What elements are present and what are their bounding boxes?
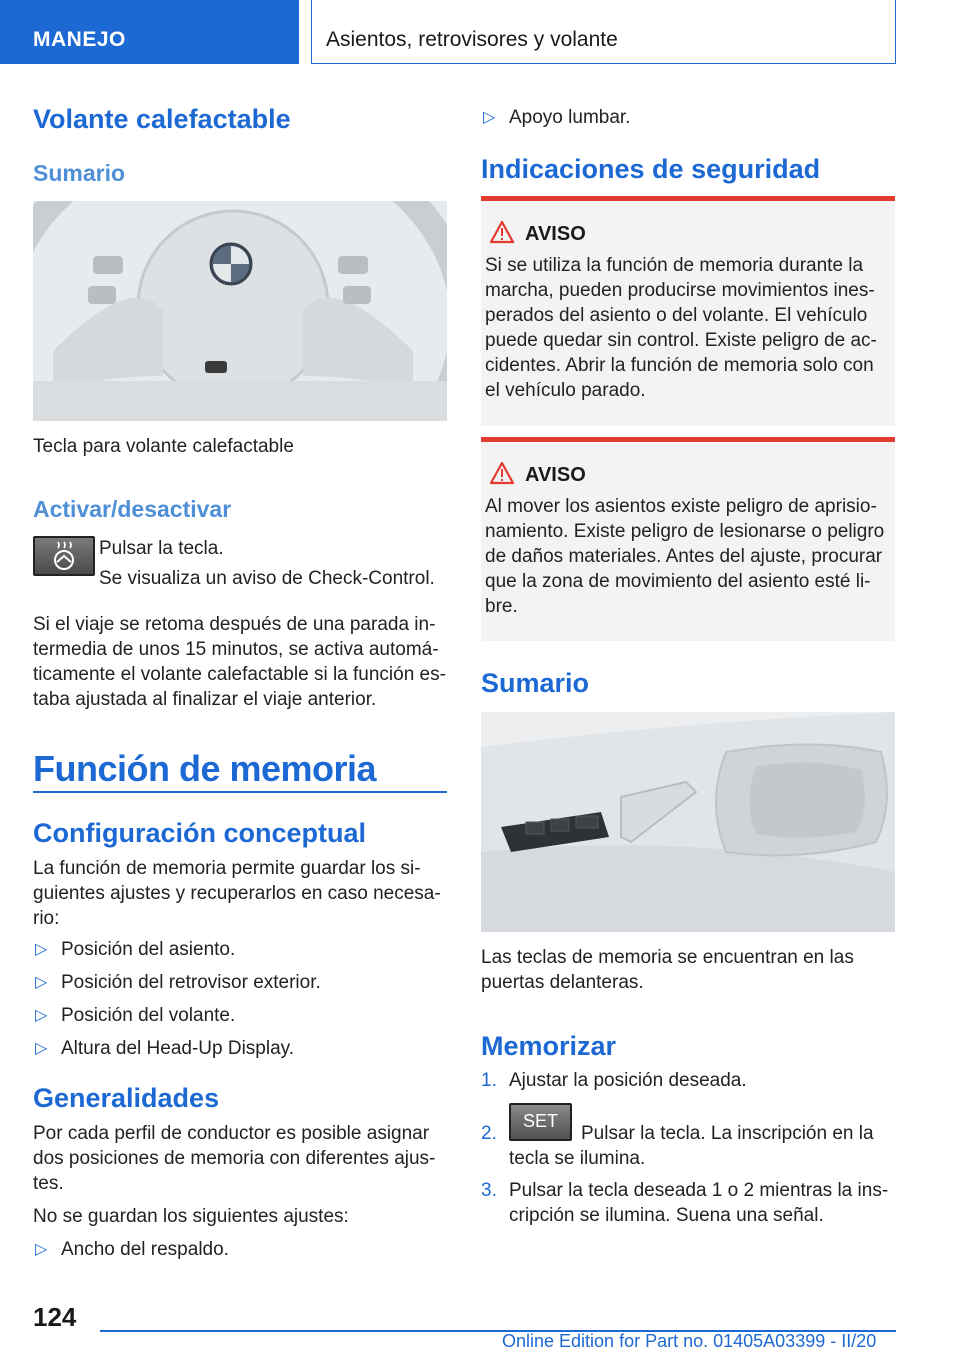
header-chapter: Asientos, retrovisores y volante xyxy=(326,28,618,51)
concept-title: Configuración conceptual xyxy=(33,818,367,848)
toggle-step-1: Pulsar la tecla. xyxy=(99,538,224,559)
safety-title: Indicaciones de seguridad xyxy=(481,154,821,184)
bullet-triangle-icon: ▷ xyxy=(483,109,496,126)
warning-triangle-icon xyxy=(489,461,515,485)
general-title: Generalidades xyxy=(33,1083,220,1113)
header-chapter-box xyxy=(311,0,896,64)
general-paragraph-2: No se guardan los siguientes ajustes: xyxy=(33,1206,349,1227)
warning-label: AVISO xyxy=(525,464,586,486)
memory-title-rule xyxy=(33,791,447,793)
numbered-step: 3. Pulsar la tecla deseada 1 o 2 mientras la ins-cripción se ilumina. Suena una señal. xyxy=(481,1180,889,1226)
memory-title: Función de memoria xyxy=(33,748,377,789)
heated-wheel-key xyxy=(33,536,95,576)
memorize-title: Memorizar xyxy=(481,1031,617,1061)
numbered-step: 1. Ajustar la posición deseada. xyxy=(481,1070,747,1091)
summary-title-left: Sumario xyxy=(33,160,126,186)
page-number: 124 xyxy=(33,1302,77,1332)
list-item: ▷ Posición del volante. xyxy=(35,1005,236,1026)
bullet-triangle-icon: ▷ xyxy=(35,1040,48,1057)
warning-text: Si se utiliza la función de memoria durante la marcha, pueden producirse movimientos ines-perados del asiento o del volante. El vehículo puede quedar sin control. Existe peligro de ac-cidentes. Abrir la función de memoria solo con el vehículo parado. xyxy=(485,255,877,401)
photo-caption-left: Tecla para volante calefactable xyxy=(33,436,294,457)
warning-box xyxy=(481,437,895,641)
toggle-step-2: Se visualiza un aviso de Check-Control. xyxy=(99,568,435,589)
door-photo-caption: Las teclas de memoria se encuentran en las puertas delanteras. xyxy=(481,947,854,993)
toggle-paragraph: Si el viaje se retoma después de una parada in-termedia de unos 15 minutos, se activa automá-ticamente el volante calefactable si la función es-taba ajustada al finalizar el viaje anterior. xyxy=(33,614,446,710)
footer-edition: Online Edition for Part no. 01405A03399 - II/20 xyxy=(502,1331,877,1351)
general-paragraph-1: Por cada perfil de conductor es posible asignar dos posiciones de memoria con diferentes ajus-tes. xyxy=(33,1123,436,1194)
list-item: ▷ Apoyo lumbar. xyxy=(483,107,631,128)
bullet-triangle-icon: ▷ xyxy=(35,941,48,958)
warning-text: Al mover los asientos existe peligro de aprisio-namiento. Existe peligro de lesionarse o peligro de daños materiales. Antes del ajuste, procurar que la zona de movimiento del asiento esté li-bre. xyxy=(485,496,885,617)
summary-title-right: Sumario xyxy=(481,668,590,698)
bullet-triangle-icon: ▷ xyxy=(35,974,48,991)
list-item: ▷ Altura del Head-Up Display. xyxy=(35,1038,295,1059)
list-item: ▷ Posición del asiento. xyxy=(35,939,236,960)
header-section: MANEJO xyxy=(33,28,126,51)
bullet-triangle-icon: ▷ xyxy=(35,1241,48,1258)
door-memory-keys-photo xyxy=(481,712,895,932)
warning-triangle-icon xyxy=(489,220,515,244)
warning-label: AVISO xyxy=(525,223,586,245)
list-item: ▷ Ancho del respaldo. xyxy=(35,1239,229,1260)
step-2-line-2: tecla se ilumina. xyxy=(509,1148,646,1169)
toggle-title: Activar/desactivar xyxy=(33,496,232,522)
bullet-triangle-icon: ▷ xyxy=(35,1007,48,1024)
header-section-tab xyxy=(0,0,299,64)
step-2-line-1: Pulsar la tecla. La inscripción en la xyxy=(581,1123,874,1144)
set-key: SET xyxy=(509,1103,572,1141)
concept-paragraph: La función de memoria permite guardar los si-guientes ajustes y recuperarlos en caso necesa-rio: xyxy=(33,858,441,929)
list-item: ▷ Posición del retrovisor exterior. xyxy=(35,972,321,993)
heated-wheel-title: Volante calefactable xyxy=(33,104,291,134)
warning-box xyxy=(481,196,895,426)
steering-wheel-photo xyxy=(33,201,447,421)
